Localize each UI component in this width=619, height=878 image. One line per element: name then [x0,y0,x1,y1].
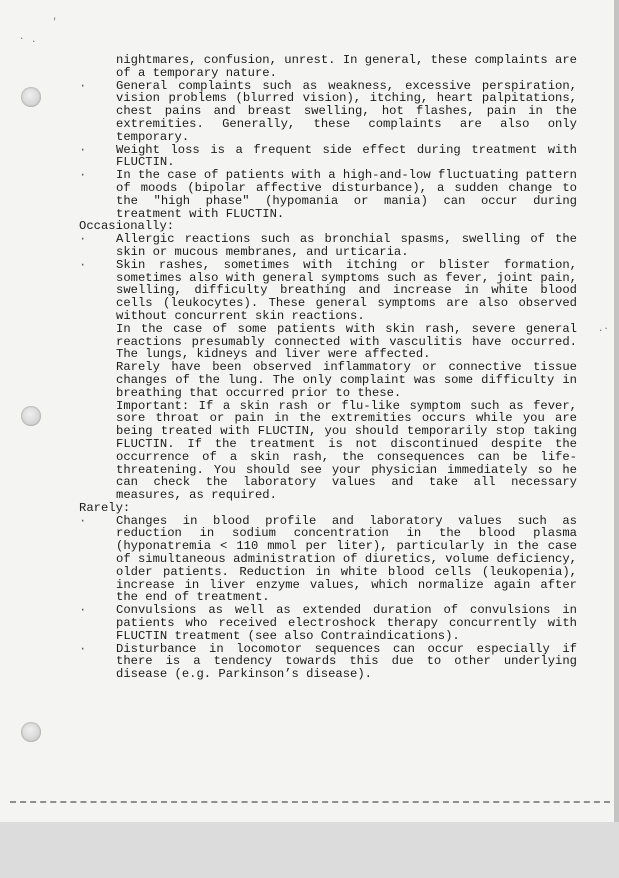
section-heading-rarely: Rarely: [79,500,131,515]
list-item-text: Convulsions as well as extended duration of convulsions in patients who received electroshock therapy concurrently with FLUCTIN treatment (see also Contraindications). [116,603,577,643]
scan-speck: .· [598,324,609,334]
bullet-icon: · [79,641,87,656]
list-item [79,604,577,642]
bullet-icon: · [79,142,87,157]
list-item [79,515,577,605]
list-item [79,144,577,170]
list-item [79,233,577,259]
scan-speck: . [19,32,25,42]
scan-speck: ' [52,17,58,27]
list-item-text: Changes in blood profile and laboratory values such as reduction in sodium concentration in the blood plasma (hyponatremia < 110 mmol per liter), particularly in the case of simultaneous administration of diuretics, volume deficiency, older patients. Reduction in white blood cells (leukopenia), increase in liver enzyme values, which normalize again after the end of treatment. [116,513,577,605]
scan-speck: . [31,35,37,45]
list-item-text: General complaints such as weakness, excessive perspiration, vision problems (blurred vision), itching, heart palpitations, chest pains and breast swelling, hot flashes, pain in the extremities. Generally, these complaints are also only temporary. [116,78,577,144]
list-item-text: In the case of patients with a high-and-low fluctuating pattern of moods (bipolar affective disturbance), a sudden change to the "high phase" (hypomania or mania) can occur during treatment with FLUCTIN. [116,168,577,221]
important-warning-paragraph: Important: If a skin rash or flu-like symptom such as fever, sore throat or pain in the extremities occurs while you are being treated with FLUCTIN, you should temporarily stop taking FLUCTIN. If the treatment is not discontinued despite the occurrence of a skin rash, the consequences can be life-threatening. You should see your physician immediately so he can check the laboratory values and take all necessary measures, as required. [116,398,577,503]
list-item [79,169,577,220]
occasional-effects-list [79,233,577,323]
list-item [79,259,577,323]
bullet-icon: · [79,603,87,618]
rare-effects-list [79,515,577,681]
bullet-icon: · [79,257,87,272]
page-edge-shadow [614,0,619,822]
bullet-icon: · [79,232,87,247]
lung-paragraph: Rarely have been observed inflammatory or connective tissue changes of the lung. The only complaint was some difficulty in breathing that occurred prior to these. [116,360,577,400]
list-item-text: Disturbance in locomotor sequences can occur especially if there is a tendency towards this due to other underlying disease (e.g. Parkinson’s disease). [116,641,577,682]
bullet-icon: · [79,168,87,183]
bullet-icon: · [79,513,87,528]
punch-hole [21,722,41,742]
scanner-background [0,822,619,878]
punch-hole [21,87,41,107]
vasculitis-paragraph: In the case of some patients with skin rash, severe general reactions presumably connected with vasculitis have occurred. The lungs, kidneys and liver were affected. [116,321,577,362]
frequent-effects-list [79,80,577,221]
bullet-icon: · [79,78,87,93]
list-item-text: Allergic reactions such as bronchial spasms, swelling of the skin or mucous membranes, and urticaria. [116,232,577,259]
list-item [79,643,577,681]
scan-artifact-line [10,801,610,803]
list-item-text: Weight loss is a frequent side effect during treatment with FLUCTIN. [116,142,577,170]
intro-continuation: nightmares, confusion, unrest. In general, these complaints are of a temporary nature. [116,53,577,80]
list-item-text: Skin rashes, sometimes with itching or blister formation, sometimes also with general symptoms such as fever, joint pain, swelling, difficulty breathing and increase in white blood cells (leukocytes). These general symptoms are also observed without concurrent skin reactions. [116,257,577,323]
list-item [79,80,577,144]
punch-hole [21,406,41,426]
section-heading-occasionally: Occasionally: [79,219,175,234]
document-body [79,54,577,681]
